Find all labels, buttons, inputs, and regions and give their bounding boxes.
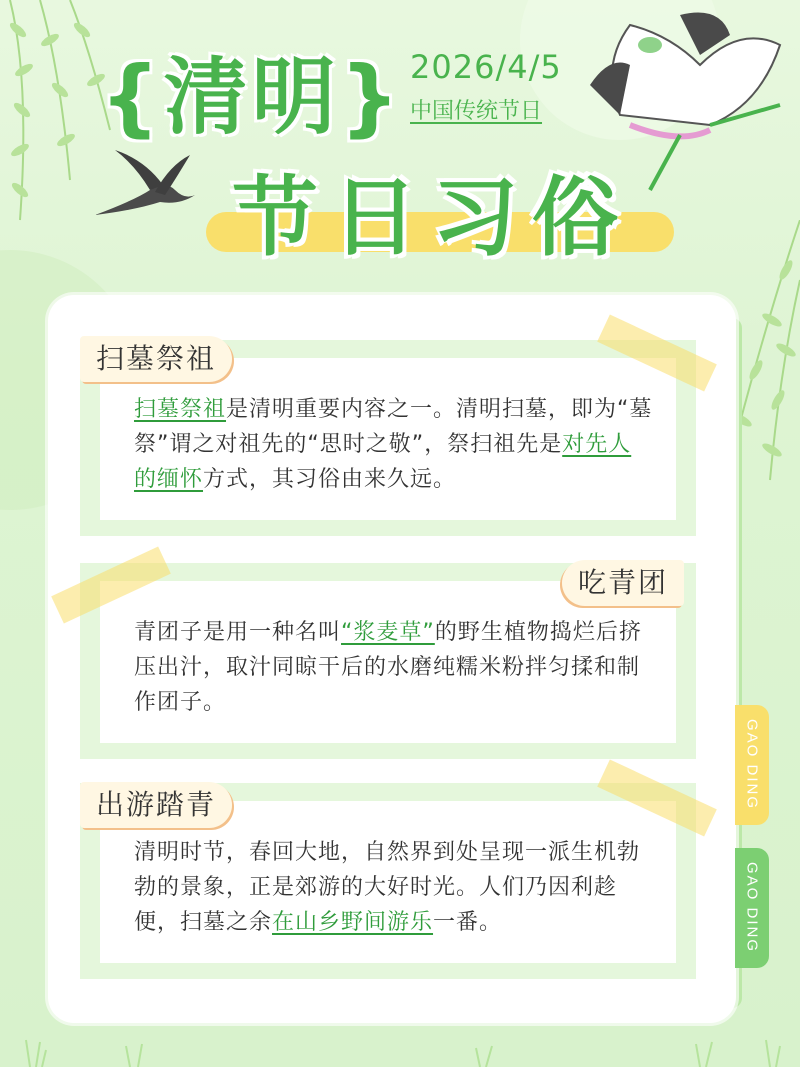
side-tab-1[interactable]: GAO DING [735, 705, 769, 825]
page-title: {清明} [100, 48, 404, 146]
festival-date: 2026/4/5 [410, 48, 562, 86]
highlight-text: “浆麦草” [341, 620, 435, 645]
highlight-text: 对先人的缅怀 [134, 432, 632, 492]
highlight-text: 在山乡野间游乐 [272, 910, 434, 935]
section-label: 出游踏青 [80, 782, 232, 828]
swallow-icon [95, 150, 195, 220]
section-label: 扫墓祭祖 [80, 336, 232, 382]
side-tab-2[interactable]: GAO DING [735, 848, 769, 968]
grass-icon [0, 980, 800, 1067]
section-text: 青团子是用一种名叫“浆麦草”的野生植物捣烂后挤压出汁，取汁同晾干后的水磨纯糯米粉拌匀揉和制作团子。 [134, 620, 642, 715]
festival-type-link: 中国传统节日 [410, 99, 543, 124]
section-text: 扫墓祭祖是清明重要内容之一。清明扫墓，即为“墓祭”谓之对祖先的“思时之敬”，祭扫祖先是对先人的缅怀方式，其习俗由来久远。 [134, 397, 653, 492]
section-text: 清明时节，春回大地，自然界到处呈现一派生机勃勃的景象，正是郊游的大好时光。人们乃因利趁便，扫墓之余在山乡野间游乐一番。 [134, 840, 641, 935]
page-subtitle: 节日习俗 [232, 168, 632, 268]
section-label: 吃青团 [562, 560, 684, 606]
highlight-text: 扫墓祭祖 [134, 397, 227, 422]
